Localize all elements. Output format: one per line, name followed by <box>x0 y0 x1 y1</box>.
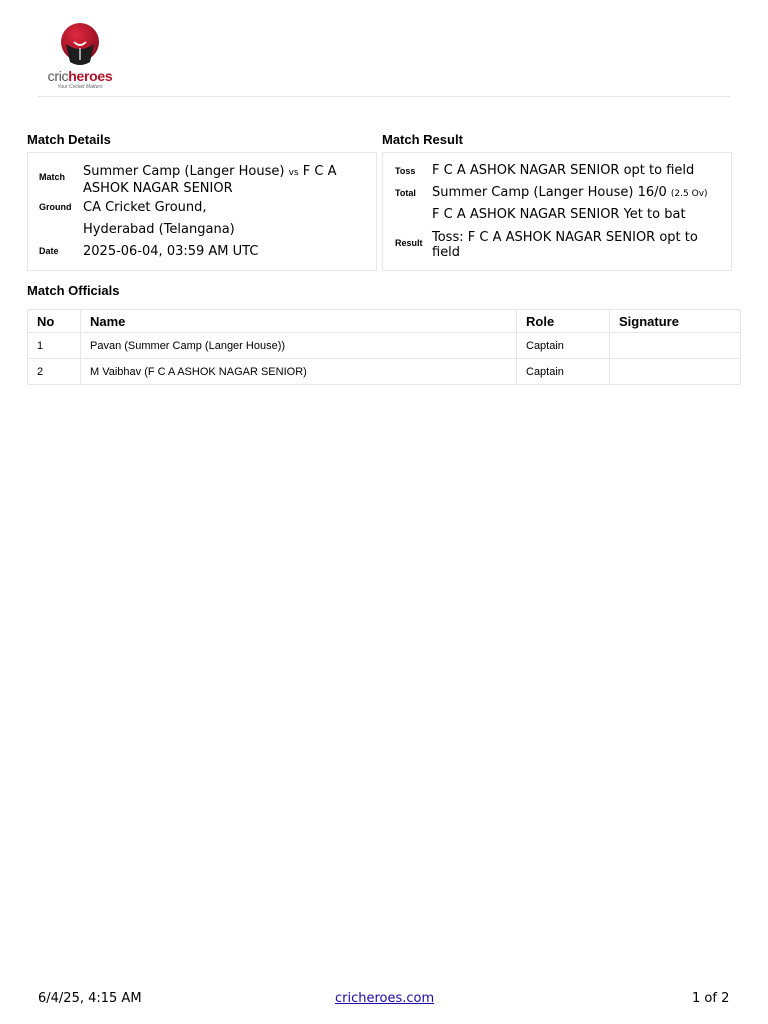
date-value: 2025-06-04, 03:59 AM UTC <box>83 244 259 259</box>
vs-label: vs <box>288 168 299 178</box>
match-value <box>83 164 368 196</box>
ground-line-1: CA Cricket Ground, <box>83 200 207 215</box>
toss-label: Toss <box>395 166 416 176</box>
header-divider <box>38 96 730 97</box>
row-name: M Vaibhav (F C A ASHOK NAGAR SENIOR) <box>81 359 517 385</box>
footer-page-number: 1 of 2 <box>692 991 730 1006</box>
header-name: Name <box>81 310 517 333</box>
total-score: Summer Camp (Langer House) 16/0 <box>432 185 667 200</box>
cricheroes-link[interactable]: cricheroes.com <box>335 991 435 1006</box>
table-row <box>28 333 741 359</box>
officials-table <box>27 309 741 385</box>
cricket-ball-hero-icon <box>60 22 100 66</box>
cricheroes-logo <box>40 22 120 92</box>
row-signature <box>610 359 741 385</box>
match-result-box <box>382 152 732 271</box>
table-row <box>28 359 741 385</box>
date-label: Date <box>39 246 59 256</box>
row-signature <box>610 333 741 359</box>
team-a: Summer Camp (Langer House) <box>83 164 285 179</box>
total-label: Total <box>395 188 416 198</box>
match-result-title: Match Result <box>382 132 463 147</box>
result-label: Result <box>395 238 423 248</box>
footer-timestamp: 6/4/25, 4:15 AM <box>38 991 142 1006</box>
officials-header-row <box>28 310 741 333</box>
match-label: Match <box>39 172 66 182</box>
row-name: Pavan (Summer Camp (Langer House)) <box>81 333 517 359</box>
row-no: 1 <box>28 333 81 359</box>
result-value: Toss: F C A ASHOK NAGAR SENIOR opt to field <box>432 230 698 260</box>
header-role: Role <box>517 310 610 333</box>
footer-link-wrap <box>335 991 434 1007</box>
ground-label: Ground <box>39 202 72 212</box>
row-no: 2 <box>28 359 81 385</box>
header-no: No <box>28 310 81 333</box>
header-signature: Signature <box>610 310 741 333</box>
total-line-1 <box>432 185 727 202</box>
toss-value: F C A ASHOK NAGAR SENIOR opt to field <box>432 163 695 178</box>
team-b: F C A ASHOK NAGAR SENIOR <box>83 164 337 196</box>
match-details-title: Match Details <box>27 132 111 147</box>
row-role: Captain <box>517 359 610 385</box>
total-line-2: F C A ASHOK NAGAR SENIOR Yet to bat <box>432 207 686 222</box>
ground-line-2: Hyderabad (Telangana) <box>83 222 235 237</box>
match-details-box <box>27 152 377 271</box>
brand-tagline: Your Cricket Matters <box>57 84 103 90</box>
row-role: Captain <box>517 333 610 359</box>
total-overs: (2.5 Ov) <box>670 189 708 199</box>
match-officials-title: Match Officials <box>27 283 120 298</box>
brand-wordmark: cricheroes <box>47 68 113 84</box>
